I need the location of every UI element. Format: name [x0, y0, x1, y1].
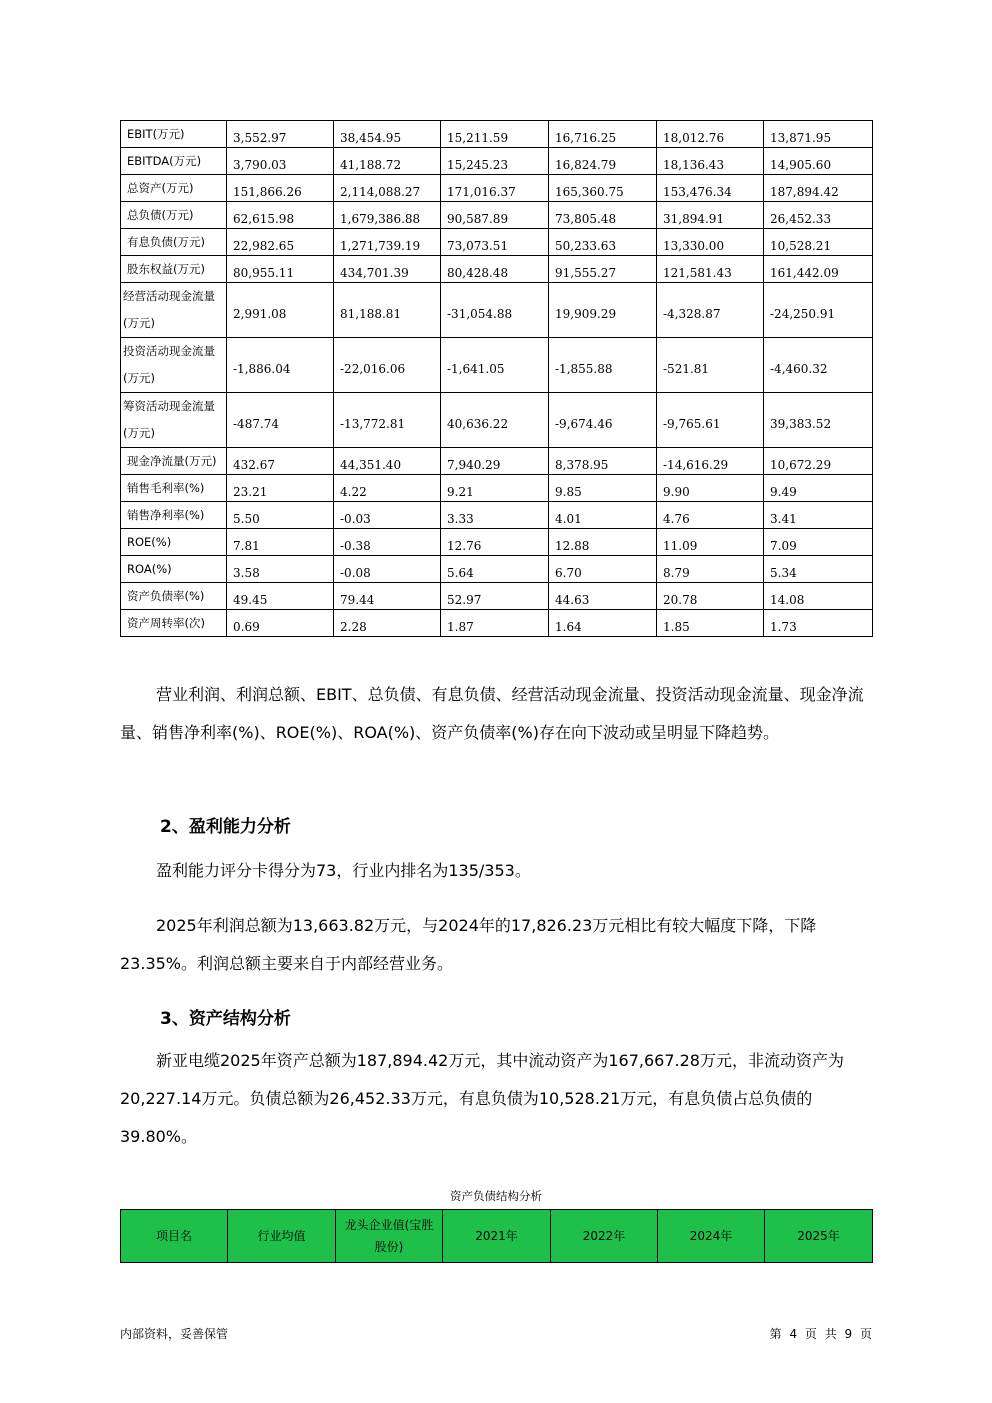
row-label: 股东权益(万元): [121, 256, 227, 283]
value-cell: 3,552.97: [227, 121, 334, 148]
table-row: [121, 175, 873, 202]
value-cell: -0.03: [334, 502, 441, 529]
value-cell: 432.67: [227, 448, 334, 475]
value-cell: 3.41: [764, 502, 873, 529]
value-cell: -9,765.61: [657, 393, 764, 448]
value-cell: -14,616.29: [657, 448, 764, 475]
value-cell: 1,271,739.19: [334, 229, 441, 256]
value-cell: 38,454.95: [334, 121, 441, 148]
value-cell: 8.79: [657, 556, 764, 583]
value-cell: 12.88: [549, 529, 657, 556]
value-cell: 49.45: [227, 583, 334, 610]
value-cell: -487.74: [227, 393, 334, 448]
value-cell: 79.44: [334, 583, 441, 610]
header-cell: 2022年: [551, 1210, 658, 1263]
row-label: 资产周转率(次): [121, 610, 227, 637]
value-cell: -4,328.87: [657, 283, 764, 338]
value-cell: 4.22: [334, 475, 441, 502]
row-label: ROE(%): [121, 529, 227, 556]
value-cell: 5.34: [764, 556, 873, 583]
profit-total-paragraph: 2025年利润总额为13,663.82万元，与2024年的17,826.23万元相比有较大幅度下降，下降23.35%。利润总额主要来自于内部经营业务。: [120, 916, 817, 973]
value-cell: 39,383.52: [764, 393, 873, 448]
row-label: 总负债(万元): [121, 202, 227, 229]
value-cell: 1.85: [657, 610, 764, 637]
table-row: [121, 121, 873, 148]
value-cell: 14.08: [764, 583, 873, 610]
value-cell: 18,012.76: [657, 121, 764, 148]
value-cell: -0.08: [334, 556, 441, 583]
value-cell: 50,233.63: [549, 229, 657, 256]
value-cell: 6.70: [549, 556, 657, 583]
table-row: [121, 202, 873, 229]
profitability-score-paragraph: 盈利能力评分卡得分为73，行业内排名为135/353。: [156, 861, 531, 880]
row-label: 现金净流量(万元): [121, 448, 227, 475]
value-cell: 165,360.75: [549, 175, 657, 202]
table-row: [121, 283, 873, 338]
value-cell: 7.09: [764, 529, 873, 556]
row-label: EBITDA(万元): [121, 148, 227, 175]
section-2-heading: 2、盈利能力分析: [160, 817, 291, 837]
value-cell: 13,330.00: [657, 229, 764, 256]
header-cell: 2025年: [765, 1210, 873, 1263]
value-cell: 10,672.29: [764, 448, 873, 475]
section-3-heading: 3、资产结构分析: [160, 1009, 291, 1029]
value-cell: 11.09: [657, 529, 764, 556]
row-label: 销售毛利率(%): [121, 475, 227, 502]
value-cell: -0.38: [334, 529, 441, 556]
value-cell: 0.69: [227, 610, 334, 637]
financial-indicators-table: [120, 120, 873, 637]
value-cell: -1,855.88: [549, 338, 657, 393]
table-row: [121, 556, 873, 583]
value-cell: 151,866.26: [227, 175, 334, 202]
value-cell: -1,641.05: [441, 338, 549, 393]
footer-page-number: 第 4 页 共 9 页: [769, 1327, 872, 1341]
value-cell: 52.97: [441, 583, 549, 610]
row-label: 投资活动现金流量(万元): [121, 338, 227, 393]
trend-paragraph: 营业利润、利润总额、EBIT、总负债、有息负债、经营活动现金流量、投资活动现金流量、现金净流量、销售净利率(%)、ROE(%)、ROA(%)、资产负债率(%)存在向下波动或呈明显下降趋势。: [120, 685, 864, 742]
value-cell: 9.85: [549, 475, 657, 502]
value-cell: 81,188.81: [334, 283, 441, 338]
value-cell: -4,460.32: [764, 338, 873, 393]
value-cell: 121,581.43: [657, 256, 764, 283]
value-cell: 1,679,386.88: [334, 202, 441, 229]
value-cell: 161,442.09: [764, 256, 873, 283]
table-row: [121, 583, 873, 610]
value-cell: 44.63: [549, 583, 657, 610]
value-cell: 15,245.23: [441, 148, 549, 175]
value-cell: 2,991.08: [227, 283, 334, 338]
value-cell: -31,054.88: [441, 283, 549, 338]
value-cell: 187,894.42: [764, 175, 873, 202]
value-cell: 44,351.40: [334, 448, 441, 475]
value-cell: 40,636.22: [441, 393, 549, 448]
value-cell: 8,378.95: [549, 448, 657, 475]
value-cell: 434,701.39: [334, 256, 441, 283]
value-cell: -1,886.04: [227, 338, 334, 393]
value-cell: 26,452.33: [764, 202, 873, 229]
row-label: 资产负债率(%): [121, 583, 227, 610]
table-header-row: [121, 1210, 873, 1263]
row-label: 总资产(万元): [121, 175, 227, 202]
value-cell: 10,528.21: [764, 229, 873, 256]
value-cell: 80,428.48: [441, 256, 549, 283]
row-label: 销售净利率(%): [121, 502, 227, 529]
value-cell: 5.64: [441, 556, 549, 583]
table-row: [121, 148, 873, 175]
value-cell: 18,136.43: [657, 148, 764, 175]
value-cell: 2,114,088.27: [334, 175, 441, 202]
value-cell: 19,909.29: [549, 283, 657, 338]
header-cell: 项目名: [121, 1210, 228, 1263]
footer-confidential-note: 内部资料，妥善保管: [120, 1327, 229, 1341]
value-cell: 16,824.79: [549, 148, 657, 175]
value-cell: -24,250.91: [764, 283, 873, 338]
table-row: [121, 229, 873, 256]
table-row: [121, 502, 873, 529]
value-cell: 1.87: [441, 610, 549, 637]
value-cell: 3,790.03: [227, 148, 334, 175]
value-cell: -13,772.81: [334, 393, 441, 448]
value-cell: 31,894.91: [657, 202, 764, 229]
value-cell: 171,016.37: [441, 175, 549, 202]
value-cell: 62,615.98: [227, 202, 334, 229]
table-caption: 资产负债结构分析: [450, 1189, 542, 1203]
value-cell: 41,188.72: [334, 148, 441, 175]
value-cell: -521.81: [657, 338, 764, 393]
header-cell: 2021年: [443, 1210, 551, 1263]
value-cell: 22,982.65: [227, 229, 334, 256]
value-cell: 7,940.29: [441, 448, 549, 475]
value-cell: 13,871.95: [764, 121, 873, 148]
value-cell: 1.73: [764, 610, 873, 637]
value-cell: 3.58: [227, 556, 334, 583]
value-cell: 3.33: [441, 502, 549, 529]
value-cell: 14,905.60: [764, 148, 873, 175]
row-label: 有息负债(万元): [121, 229, 227, 256]
value-cell: -22,016.06: [334, 338, 441, 393]
asset-liability-structure-table: [120, 1209, 873, 1263]
value-cell: 4.01: [549, 502, 657, 529]
header-cell: 行业均值: [228, 1210, 336, 1263]
value-cell: 12.76: [441, 529, 549, 556]
asset-structure-paragraph: 新亚电缆2025年资产总额为187,894.42万元，其中流动资产为167,667.28万元，非流动资产为20,227.14万元。负债总额为26,452.33万元，有息负债为10,528.21万元，有息负债占总负债的39.80%。: [120, 1051, 844, 1146]
value-cell: 9.49: [764, 475, 873, 502]
value-cell: 7.81: [227, 529, 334, 556]
value-cell: 9.90: [657, 475, 764, 502]
header-cell: 龙头企业值(宝胜股份): [336, 1210, 443, 1263]
value-cell: 4.76: [657, 502, 764, 529]
header-cell: 2024年: [658, 1210, 765, 1263]
value-cell: 23.21: [227, 475, 334, 502]
table-row: [121, 448, 873, 475]
table-row: [121, 610, 873, 637]
value-cell: 9.21: [441, 475, 549, 502]
table-row: [121, 338, 873, 393]
value-cell: 16,716.25: [549, 121, 657, 148]
value-cell: 73,073.51: [441, 229, 549, 256]
row-label: 筹资活动现金流量(万元): [121, 393, 227, 448]
table-row: [121, 475, 873, 502]
value-cell: 73,805.48: [549, 202, 657, 229]
value-cell: 90,587.89: [441, 202, 549, 229]
row-label: EBIT(万元): [121, 121, 227, 148]
value-cell: 80,955.11: [227, 256, 334, 283]
value-cell: 15,211.59: [441, 121, 549, 148]
value-cell: 2.28: [334, 610, 441, 637]
value-cell: 153,476.34: [657, 175, 764, 202]
value-cell: 91,555.27: [549, 256, 657, 283]
value-cell: 5.50: [227, 502, 334, 529]
table-row: [121, 256, 873, 283]
value-cell: 20.78: [657, 583, 764, 610]
table-row: [121, 393, 873, 448]
table-row: [121, 529, 873, 556]
value-cell: -9,674.46: [549, 393, 657, 448]
row-label: 经营活动现金流量(万元): [121, 283, 227, 338]
row-label: ROA(%): [121, 556, 227, 583]
value-cell: 1.64: [549, 610, 657, 637]
